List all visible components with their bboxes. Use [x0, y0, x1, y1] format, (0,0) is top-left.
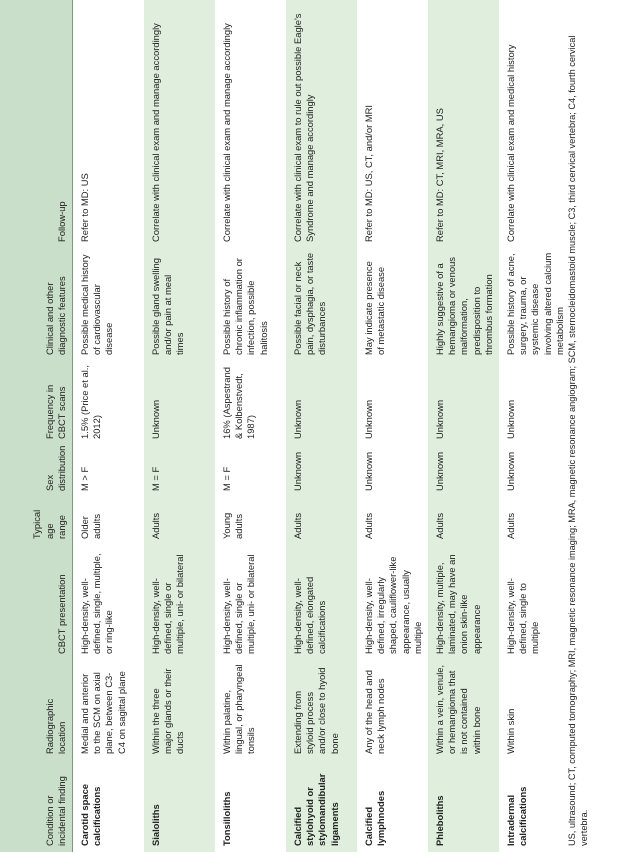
table-cell: High-density, multiple, laminated, may have an onion skin-like appearance — [428, 545, 499, 660]
table-cell: Unknown — [363, 399, 374, 439]
table-cell: May indicate presence of metastatic disease — [363, 261, 387, 355]
table-cell: Refer to MD: US, CT, and/or MRI — [363, 104, 374, 242]
table-cell: High-density, well-defined, single, multiple, or ring-like — [79, 553, 115, 654]
table-row — [357, 0, 428, 852]
table-cell: Sialoliths — [144, 760, 215, 852]
table-cell: M > F — [79, 466, 90, 491]
table-cell: Within a vein, venule, or hemangioma that is not contained within bone — [428, 660, 499, 760]
table-cell: Medial and anterior to the SCM on axial plane, between C3-C4 on sagittal plane — [79, 671, 127, 754]
table-row — [144, 0, 215, 852]
table-row — [428, 0, 499, 852]
table-row — [215, 0, 286, 852]
header-row — [0, 0, 73, 852]
table-cell: Tonsilloliths — [221, 791, 232, 846]
table-cell: Correlate with clinical exam and medical history — [505, 44, 517, 242]
table-cell: Possible history of chronic inflammation or infection, possible halitosis — [221, 258, 269, 355]
table-cell: Older adults — [79, 513, 103, 539]
table-cell: Calcified stylohyoid or stylomandibular ligaments — [286, 760, 357, 852]
table-cell: Unknown — [286, 445, 357, 497]
table-cell: High-density, well-defined, single or multiple, uni- or bilateral — [144, 545, 215, 660]
table-row — [73, 0, 145, 852]
table-cell: Unknown — [363, 451, 374, 491]
table-cell: Correlate with clinical exam to rule out possible Eagle's Syndrome and manage accordingly — [286, 0, 357, 248]
table-cell: Any of the head and neck lymph nodes — [363, 670, 387, 754]
table-cell: Adults — [428, 497, 499, 545]
table-cell: Carotid space calcifications — [79, 784, 103, 846]
table-cell: Unknown — [144, 361, 215, 445]
table-cell: Unknown — [428, 445, 499, 497]
table-cell: Refer to MD: US — [79, 173, 90, 242]
table-cell: Within the three major glands or their ducts — [144, 660, 215, 760]
table-cell: M = F — [221, 466, 232, 491]
col-header: Follow-up — [0, 0, 73, 248]
col-header: Sex distribution — [0, 445, 73, 497]
table-cell: Unknown — [428, 361, 499, 445]
table-cell: Young adults — [221, 512, 245, 539]
col-header: Condition or incidental finding — [0, 760, 73, 852]
table-cell: 1.5% (Price et al., 2012) — [79, 365, 103, 439]
col-header: CBCT presentation — [0, 545, 73, 660]
table-cell: Unknown — [505, 451, 517, 491]
table-cell: High-density, well-defined, irregularly shaped, cauliflower-like appearance, usually multiple — [363, 556, 423, 654]
col-header: Radiographic location — [0, 660, 73, 760]
col-header: Typical age range — [0, 497, 73, 545]
table-cell: High-density, well-defined, single or multiple, uni- or bilateral — [221, 554, 257, 654]
table-cell: Unknown — [286, 361, 357, 445]
table-cell: Adults — [363, 512, 374, 539]
col-header: Frequency in CBCT scans — [0, 361, 73, 445]
table-footnote: US, ultrasound; CT, computed tomography; MRI, magnetic resonance imaging; MRA, magnetic resonance angiogram; SCM, sternocleidomastoid muscle; C3, third cervical vertebra; C4, fourth cervical vertebra. — [567, 35, 589, 846]
table-cell: Possible facial or neck pain, dysphagia, or taste disturbances — [286, 248, 357, 361]
table-cell: Calcified lymphnodes — [363, 790, 387, 846]
table-cell: Extending from styloid process and/or close to hyoid bone — [286, 660, 357, 760]
table-cell: Possible gland swelling and/or pain at meal times — [144, 248, 215, 361]
table-cell: Adults — [286, 497, 357, 545]
table-cell: High-density, well-defined, elongated calcifications — [286, 545, 357, 660]
table-cell: 16% (Aspestrand & Kolbenstvedt, 1987) — [221, 367, 257, 439]
table-cell: Adults — [505, 512, 517, 539]
table-row — [499, 0, 570, 852]
table-cell: Adults — [144, 497, 215, 545]
table-cell: Possible history of acne, surgery, trauma, or systemic disease involving altered calcium metabolism — [505, 252, 565, 355]
table-cell: Highly suggestive of a hemangioma or venous malformation, predisposition to thrombus formation — [428, 248, 499, 361]
table-cell: High-density, well-defined, single to multiple — [505, 578, 541, 654]
table-cell: Unknown — [505, 399, 517, 439]
table-cell: Phleboliths — [428, 760, 499, 852]
table-cell: M = F — [144, 445, 215, 497]
table-cell: Correlate with clinical exam and manage accordingly — [144, 0, 215, 248]
table-cell: Within skin — [505, 708, 517, 754]
table-cell: Within palatine, lingual, or pharyngeal tonsils — [221, 664, 257, 754]
table-cell: Possible medical history of cardiovascular disease — [79, 254, 115, 355]
table-cell: Refer to MD: CT, MRI, MRA, US — [428, 0, 499, 248]
table-cell: Correlate with clinical exam and manage accordingly — [221, 23, 232, 242]
table-cell: Intradermal calcifications — [505, 786, 529, 846]
table-row — [286, 0, 357, 852]
col-header: Clinical and other diagnostic features — [0, 248, 73, 361]
